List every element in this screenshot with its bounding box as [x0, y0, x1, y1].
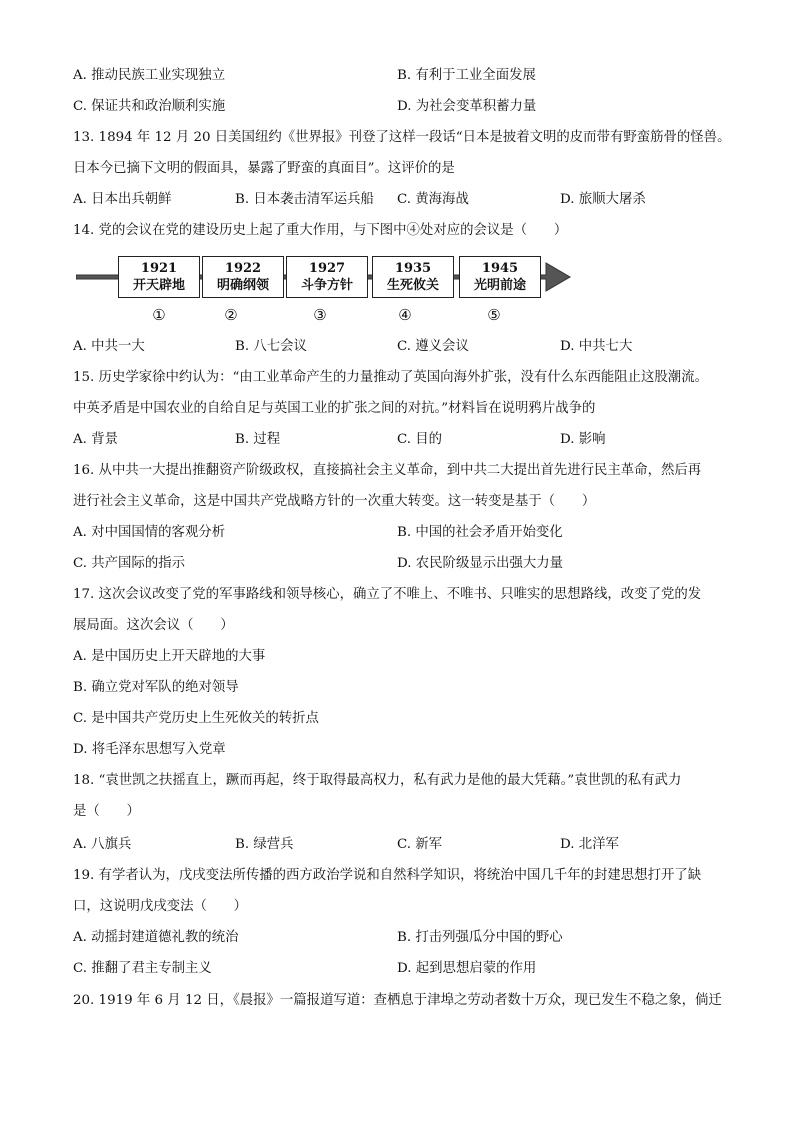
- timeline-text: 斗争方针: [300, 278, 353, 293]
- q19-option-a: A. 动摇封建道德礼教的统治: [73, 930, 239, 945]
- q12-option-d: D. 为社会变革积蓄力量: [397, 99, 537, 114]
- timeline-year: 1945: [481, 261, 519, 276]
- q12-option-c: C. 保证共和政治顺利实施: [73, 99, 226, 114]
- timeline-mark-3: ③: [313, 306, 327, 324]
- timeline-box-1927: [286, 256, 368, 298]
- q15-stem-line2: 中英矛盾是中国农业的自给自足与英国工业的扩张之间的对抗。”材料旨在说明鸦片战争的: [73, 401, 596, 416]
- q18-option-a: A. 八旗兵: [73, 837, 132, 852]
- q16-stem-line1: 16. 从中共一大提出推翻资产阶级政权，直接搞社会主义革命，到中共二大提出首先进行民主革命，然后再: [73, 463, 702, 478]
- q17-option-d: D. 将毛泽东思想写入党章: [73, 742, 226, 757]
- timeline-text: 明确纲领: [216, 278, 269, 293]
- q15-stem-line1: 15. 历史学家徐中约认为：“由工业革命产生的力量推动了英国向海外扩张，没有什么东西能阻止这股潮流。: [73, 370, 708, 385]
- q15-option-c: C. 目的: [397, 432, 443, 447]
- q15-option-d: D. 影响: [560, 432, 606, 447]
- q15-option-a: A. 背景: [73, 432, 118, 447]
- timeline-text: 开天辟地: [132, 278, 185, 293]
- q14-option-c: C. 遵义会议: [397, 339, 469, 354]
- q17-option-b: B. 确立党对军队的绝对领导: [73, 680, 239, 695]
- timeline-year: 1935: [394, 261, 432, 276]
- timeline-text: 光明前途: [473, 278, 526, 293]
- q16-option-c: C. 共产国际的指示: [73, 556, 186, 571]
- q13-stem-line2: 日本今已摘下文明的假面具，暴露了野蛮的真面目”。这评价的是: [73, 161, 455, 176]
- q18-option-d: D. 北洋军: [560, 837, 619, 852]
- q16-option-b: B. 中国的社会矛盾开始变化: [397, 525, 563, 540]
- q17-option-c: C. 是中国共产党历史上生死攸关的转折点: [73, 711, 319, 726]
- q16-option-a: A. 对中国国情的客观分析: [73, 525, 226, 540]
- q14-option-d: D. 中共七大: [560, 339, 633, 354]
- q18-stem-line2: 是（ ）: [73, 804, 140, 819]
- timeline-diagram: [76, 256, 576, 328]
- q13-option-c: C. 黄海海战: [397, 192, 469, 207]
- q19-option-b: B. 打击列强瓜分中国的野心: [397, 930, 563, 945]
- q13-option-a: A. 日本出兵朝鲜: [73, 192, 172, 207]
- timeline-mark-5: ⑤: [487, 306, 501, 324]
- timeline-box-1935: [372, 256, 454, 298]
- q19-stem-line2: 口，这说明戊戌变法（ ）: [73, 899, 248, 914]
- timeline-box-1945: [459, 256, 541, 298]
- q14-option-b: B. 八七会议: [235, 339, 307, 354]
- q12-option-b: B. 有利于工业全面发展: [397, 68, 536, 83]
- timeline-mark-1: ①: [152, 306, 166, 324]
- q17-stem-line2: 展局面。这次会议（ ）: [73, 618, 234, 633]
- q14-option-a: A. 中共一大: [73, 339, 145, 354]
- timeline-box-1921: [118, 256, 200, 298]
- q16-option-d: D. 农民阶级显示出强大力量: [397, 556, 564, 571]
- q17-stem-line1: 17. 这次会议改变了党的军事路线和领导核心，确立了不唯上、不唯书、只唯实的思想路线，改变了党的发: [73, 587, 702, 602]
- q19-stem-line1: 19. 有学者认为，戊戌变法所传播的西方政治学说和自然科学知识，将统治中国几千年的封建思想打开了缺: [73, 868, 702, 883]
- timeline-year: 1927: [308, 261, 346, 276]
- q16-stem-line2: 进行社会主义革命，这是中国共产党战略方针的一次重大转变。这一转变是基于（ ）: [73, 494, 596, 509]
- timeline-text: 生死攸关: [386, 278, 439, 293]
- q19-option-d: D. 起到思想启蒙的作用: [397, 961, 537, 976]
- q13-option-d: D. 旅顺大屠杀: [560, 192, 646, 207]
- timeline-year: 1921: [140, 261, 178, 276]
- q12-option-a: A. 推动民族工业实现独立: [73, 68, 226, 83]
- timeline-box-1922: [202, 256, 284, 298]
- q14-stem: 14. 党的会议在党的建设历史上起了重大作用，与下图中④处对应的会议是（ ）: [73, 223, 568, 238]
- timeline-mark-2: ②: [224, 306, 238, 324]
- timeline-mark-4: ④: [398, 306, 412, 324]
- q17-option-a: A. 是中国历史上开天辟地的大事: [73, 649, 266, 664]
- q18-stem-line1: 18. “袁世凯之扶摇直上，蹶而再起，终于取得最高权力，私有武力是他的最大凭藉。”袁世凯的私有武力: [73, 773, 682, 788]
- timeline-year: 1922: [224, 261, 262, 276]
- q18-option-c: C. 新军: [397, 837, 443, 852]
- q13-stem-line1: 13. 1894 年 12 月 20 日美国纽约《世界报》刊登了这样一段话“日本是披着文明的皮而带有野蛮筋骨的怪兽。: [73, 130, 731, 145]
- q19-option-c: C. 推翻了君主专制主义: [73, 961, 212, 976]
- q15-option-b: B. 过程: [235, 432, 281, 447]
- q13-option-b: B. 日本袭击清军运兵船: [235, 192, 374, 207]
- q18-option-b: B. 绿营兵: [235, 837, 294, 852]
- q20-stem-line1: 20. 1919 年 6 月 12 日，《晨报》一篇报道写道：查栖息于津埠之劳动者数十万众，现已发生不稳之象，倘迁: [73, 993, 722, 1008]
